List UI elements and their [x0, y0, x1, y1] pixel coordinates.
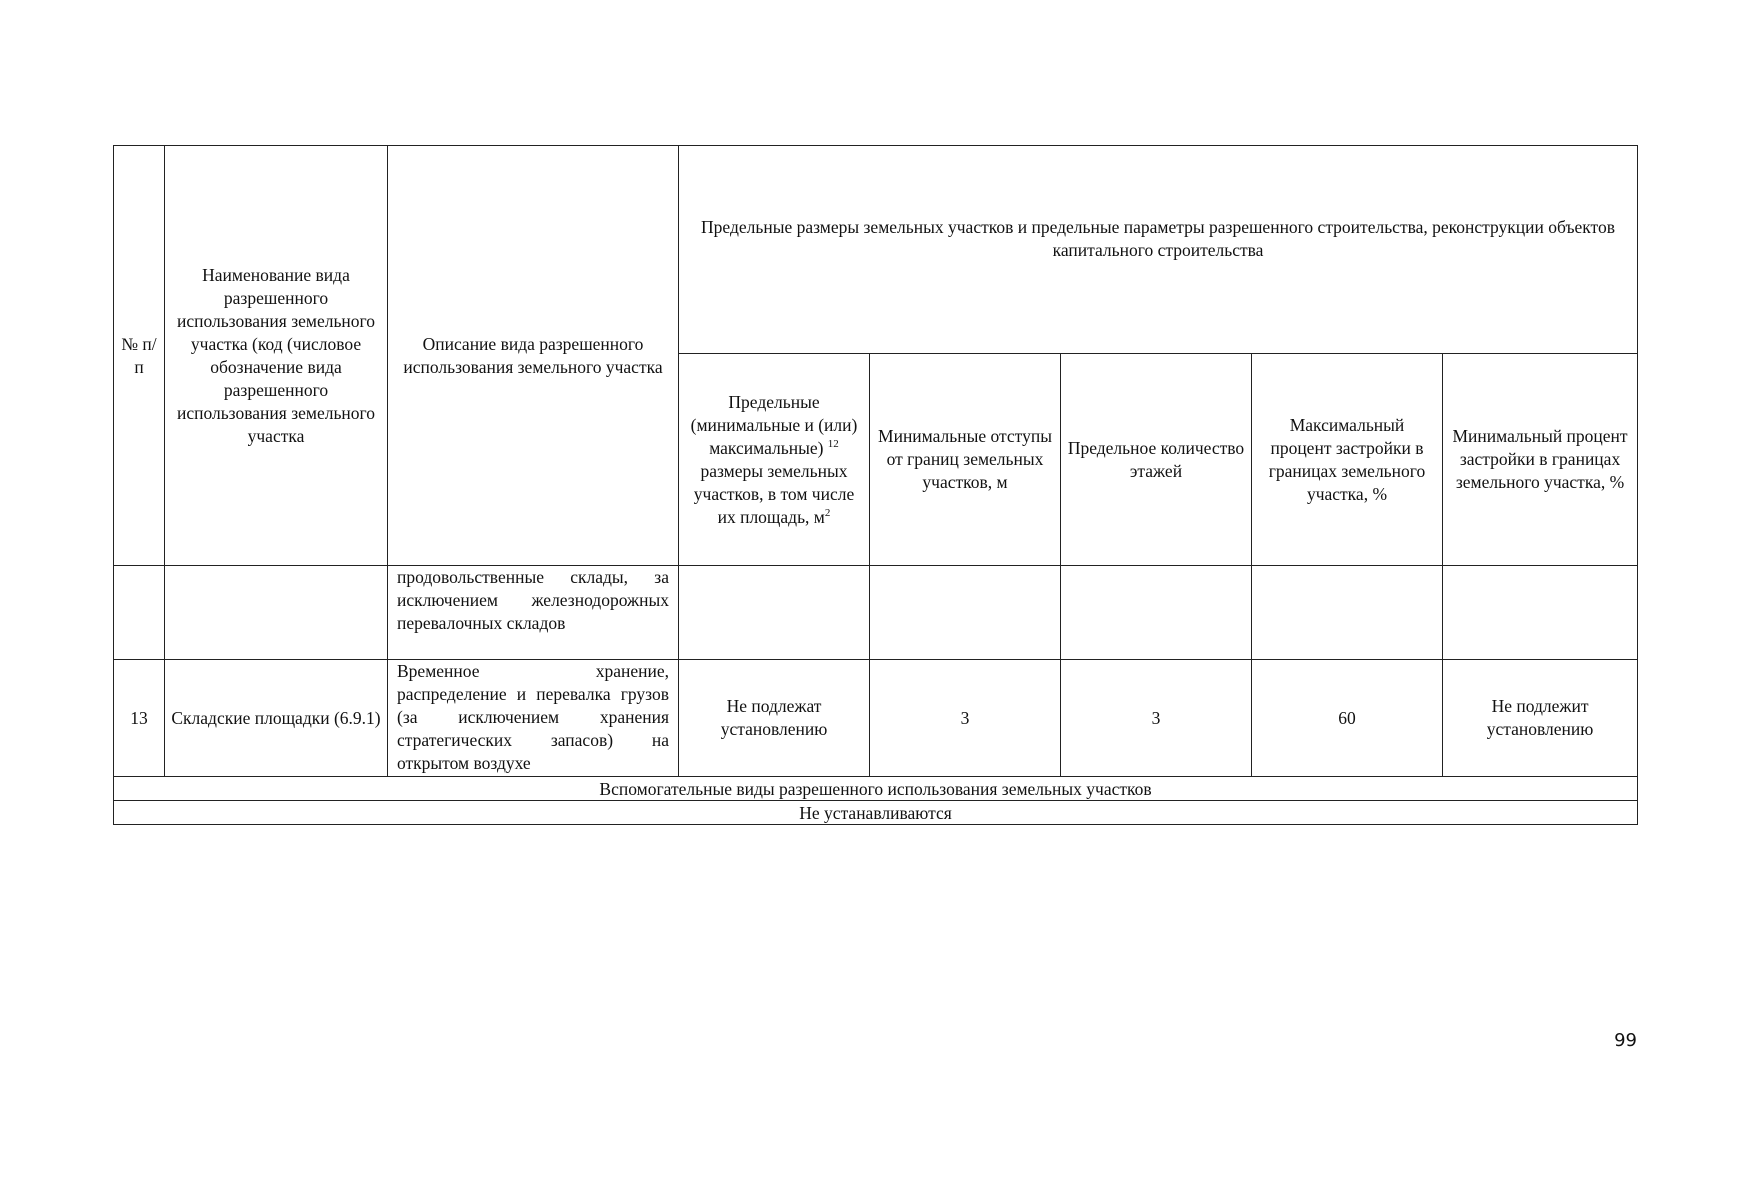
footnote-ref: 12: [827, 437, 839, 450]
row-size: [679, 566, 870, 660]
page-number: 99: [1614, 1030, 1637, 1051]
row-description: Временное хранение, распределение и перевалка грузов (за исключением хранения стратегических запасов) на открытом воздухе: [388, 660, 679, 777]
row-floors: [1061, 566, 1252, 660]
row-setbacks: 3: [870, 660, 1061, 777]
row-name: Складские площадки (6.9.1): [165, 660, 388, 777]
row-num: [114, 566, 165, 660]
header-min-build: Минимальный процент застройки в границах земельного участка, %: [1443, 354, 1638, 566]
auxiliary-uses-title: Вспомогательные виды разрешенного использования земельных участков: [114, 777, 1638, 801]
header-size: Предельные (минимальные и (или) максимальные) $^{12}$ размеры земельных участков, в том числе их площадь, $м^2$: [679, 354, 870, 566]
row-min-build: [1443, 566, 1638, 660]
auxiliary-uses-value: Не устанавливаются: [114, 801, 1638, 825]
header-num: № п/п: [114, 146, 165, 566]
row-max-build: [1252, 566, 1443, 660]
row-max-build: 60: [1252, 660, 1443, 777]
header-limits-group: Предельные размеры земельных участков и предельные параметры разрешенного строительства, реконструкции объектов капитального строительства: [679, 146, 1638, 354]
table-row: [114, 566, 1638, 660]
row-setbacks: [870, 566, 1061, 660]
row-num: 13: [114, 660, 165, 777]
header-name: Наименование вида разрешенного использования земельного участка (код (числовое обозначение вида разрешенного использования земельного участка: [165, 146, 388, 566]
unit-superscript: 2: [824, 506, 831, 519]
header-max-build: Максимальный процент застройки в границах земельного участка, %: [1252, 354, 1443, 566]
row-floors: 3: [1061, 660, 1252, 777]
header-floors: Предельное количество этажей: [1061, 354, 1252, 566]
header-description: Описание вида разрешенного использования земельного участка: [388, 146, 679, 566]
row-description: продовольственные склады, за исключением железнодорожных перевалочных складов: [388, 566, 679, 660]
table-row: [114, 660, 1638, 777]
zoning-parameters-table: [113, 145, 1638, 825]
row-min-build: Не подлежит установлению: [1443, 660, 1638, 777]
header-setbacks: Минимальные отступы от границ земельных участков, м: [870, 354, 1061, 566]
row-size: Не подлежат установлению: [679, 660, 870, 777]
row-name: [165, 566, 388, 660]
